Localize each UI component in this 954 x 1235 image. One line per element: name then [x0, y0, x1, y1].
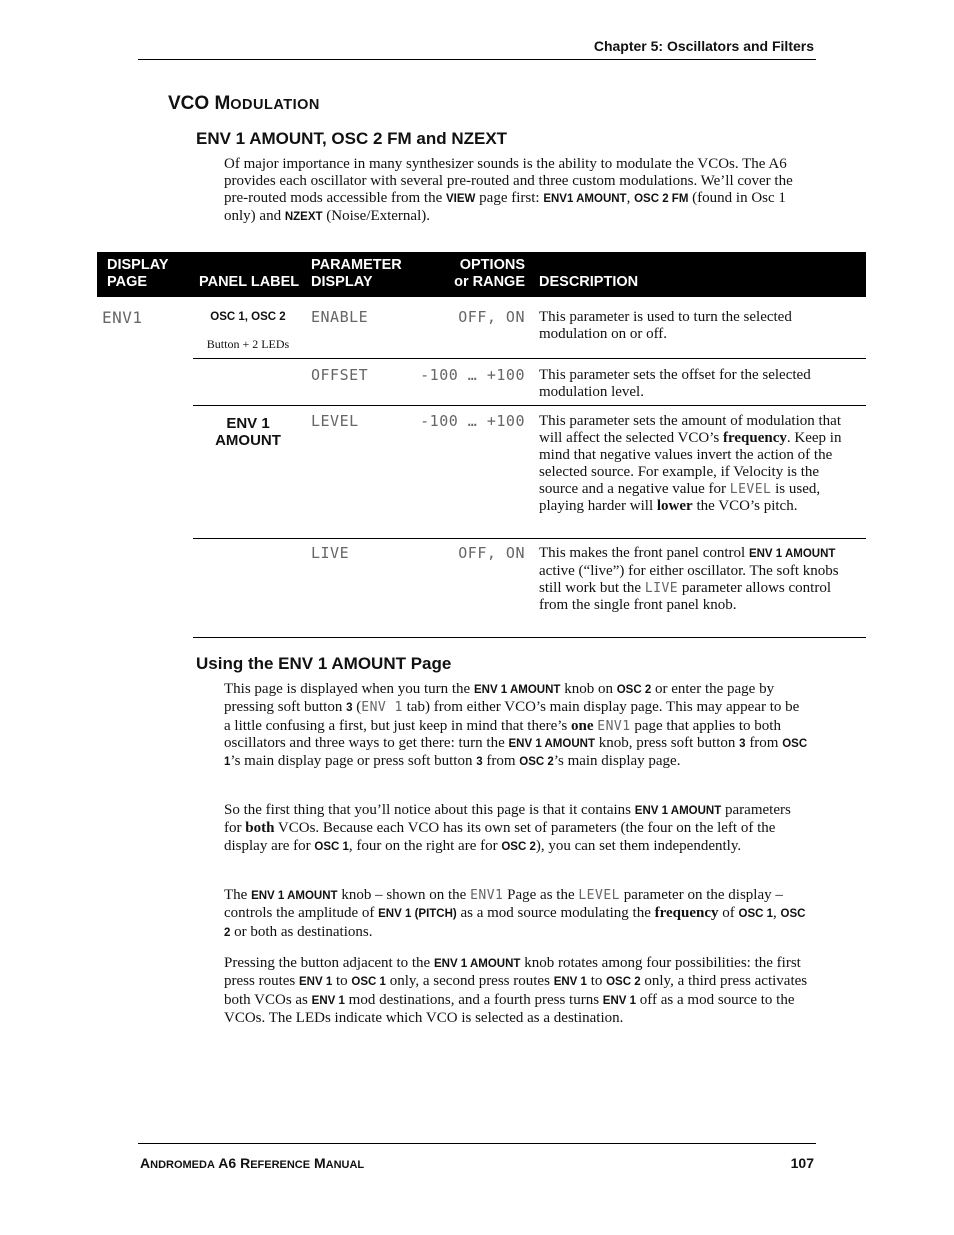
key-label: ENV1 AMOUNT [543, 193, 627, 205]
text: ’s main display page or press soft button [230, 753, 477, 770]
table-header [97, 252, 866, 297]
text: Of major importance in many synthesizer sounds is the ability to modulate the VCOs. The A6 provides each oscillator with several pre-routed and three custom modulations. We’ll cover the pre-routed mods accessible from the [224, 156, 793, 206]
key-label: OSC 1 [224, 737, 808, 769]
paragraph-2 [224, 802, 809, 856]
footer-manual-title [140, 1155, 364, 1171]
emphasis: frequency [654, 905, 719, 922]
table-row [97, 359, 866, 406]
text: page that applies to both oscillators and three ways to get there: turn the [224, 717, 781, 751]
parameter-display: ENABLE [311, 308, 369, 326]
subsection-title: ENV 1 AMOUNT, OSC 2 FM and NZEXT [196, 129, 508, 148]
key-label: OSC 2 [606, 976, 641, 989]
emphasis: both [245, 820, 275, 837]
description [539, 413, 861, 515]
description: This parameter sets the offset for the selected modulation level. [539, 367, 811, 400]
text: , [626, 190, 635, 206]
options-range: OFF, ON [458, 544, 525, 562]
text: , four on the right are for [348, 837, 502, 854]
key-label: NZEXT [284, 211, 323, 223]
description [539, 545, 861, 614]
text: (Noise/External). [322, 208, 430, 224]
options-range: OFF, ON [458, 308, 525, 326]
lcd-text: LIVE [644, 581, 679, 596]
header-text: OPTIONS [459, 257, 525, 273]
text: Pressing the button adjacent to the [224, 955, 434, 971]
parameter-display: LIVE [311, 544, 350, 562]
page-number: 107 [790, 1155, 814, 1171]
text: of [718, 905, 739, 922]
section-title [168, 93, 320, 115]
parameter-display: LEVEL [311, 412, 359, 430]
intro-paragraph [224, 156, 804, 226]
table-row [97, 539, 866, 638]
text: the VCO’s pitch. [692, 498, 798, 514]
options-range: -100 … +100 [420, 366, 525, 384]
key-label: 3 [476, 756, 483, 769]
text: . Keep in mind that negative values invert the action of the selected source. For example, if Velocity is the source and a negative value for [539, 430, 842, 497]
panel-label: ENV 1 AMOUNT [215, 415, 281, 449]
text: ’s main display page. [553, 753, 681, 770]
text: VCOs. Because each VCO has its own set of parameters (the four on the left of the display are for [224, 820, 776, 854]
text: The [224, 887, 252, 903]
text: Page as the [503, 887, 579, 903]
emphasis: lower [656, 498, 693, 514]
key-label: 3 [739, 737, 746, 750]
key-label: VIEW [446, 193, 476, 205]
text: page first: [475, 190, 544, 206]
text: This page is displayed when you turn the [224, 681, 474, 697]
panel-label: OSC 1, OSC 2 [210, 311, 286, 323]
text: mod destinations, and a fourth press turns [344, 991, 603, 1008]
text: knob, press soft button [594, 734, 740, 751]
text: as a mod source modulating the [456, 905, 655, 922]
key-label: OSC 1 [351, 976, 386, 989]
lcd-text: ENV1 [597, 718, 631, 734]
text: EFERENCE [250, 1159, 311, 1171]
paragraph-4 [224, 955, 809, 1027]
text: knob on [560, 681, 617, 697]
text: So the first thing that you’ll notice about this page is that it contains [224, 802, 635, 818]
key-label: 3 [346, 702, 353, 715]
section-title-small: ODULATION [230, 97, 320, 113]
options-range: -100 … +100 [420, 412, 525, 430]
text: off as a mod source to the VCOs. The LEDs indicate which VCO is selected as a destination. [224, 991, 795, 1026]
key-label: ENV 1 AMOUNT [251, 890, 338, 902]
lcd-text: LEVEL [729, 482, 772, 497]
text: knob – shown on the [337, 887, 471, 903]
paragraph-1 [224, 681, 809, 771]
text: is used, playing harder will [539, 481, 821, 514]
text: or enter the page by pressing soft button [224, 681, 775, 716]
text: only, a third press activates both VCOs as [224, 973, 808, 1008]
header-text: or RANGE [454, 274, 525, 290]
key-label: ENV 1 AMOUNT [634, 805, 722, 817]
text: , [773, 905, 781, 922]
text: from [482, 753, 520, 770]
header-text: DISPLAY [107, 257, 169, 273]
key-label: OSC 2 FM [634, 193, 689, 205]
key-label: OSC 2 [616, 684, 652, 696]
header-display-page [107, 257, 187, 291]
key-label: ENV 1 AMOUNT [433, 958, 521, 970]
text: parameter allows control from the single front panel knob. [539, 580, 831, 613]
text: NDROMEDA [150, 1159, 215, 1171]
table-row [97, 406, 866, 539]
text: (found in Osc 1 only) and [224, 190, 786, 224]
key-label: OSC 2 [224, 908, 806, 939]
key-label: ENV 1 AMOUNT [748, 548, 836, 560]
header-text: PAGE [107, 274, 148, 290]
header-parameter [311, 257, 402, 291]
emphasis: one [571, 717, 594, 734]
lcd-text: ENV 1 [361, 700, 403, 716]
key-label: ENV 1 [299, 976, 333, 989]
key-label: ENV 1 [311, 994, 345, 1007]
key-label: ENV 1 AMOUNT [508, 737, 595, 750]
description: This parameter is used to turn the selected modulation on or off. [539, 309, 792, 342]
section-title-big: VCO M [168, 93, 231, 114]
text: This parameter sets the amount of modulation that will affect the selected VCO’s [539, 413, 842, 446]
text: ), you can set them independently. [535, 837, 742, 854]
text: parameter on the display – controls the amplitude of [224, 887, 783, 922]
parameter-display: OFFSET [311, 366, 369, 384]
text: to [586, 973, 607, 990]
key-label: OSC 2 [501, 840, 536, 853]
text: only, a second press routes [385, 973, 554, 990]
text: tab) from either VCO’s main display page. This may appear to be a little confusing a first, but just keep in mind that there’s [224, 699, 800, 734]
text: ANUAL [325, 1159, 365, 1171]
text: A [140, 1155, 151, 1171]
header-panel-label: PANEL LABEL [199, 274, 300, 290]
key-label: ENV 1 AMOUNT [473, 684, 561, 696]
panel-label-cell [193, 309, 303, 353]
text: This makes the front panel control [539, 545, 749, 561]
text: parameters for [224, 802, 791, 837]
key-label: ENV 1 [602, 994, 637, 1007]
key-label: OSC 2 [519, 756, 554, 769]
footer-rule [138, 1143, 816, 1144]
subsection-title-2: Using the ENV 1 AMOUNT Page [196, 654, 452, 673]
display-page-value: ENV1 [102, 308, 143, 327]
text: ( [352, 699, 362, 716]
text: active (“live”) for either oscillator. The soft knobs still work but the [539, 563, 839, 596]
lcd-text: ENV1 [470, 888, 504, 903]
emphasis: frequency [722, 430, 787, 446]
text: A6 R [214, 1155, 251, 1171]
lcd-text: LEVEL [578, 888, 620, 903]
text: M [310, 1155, 326, 1171]
parameter-table [97, 252, 866, 638]
header-options [437, 257, 525, 291]
table-row [97, 297, 866, 359]
key-label: ENV 1 (PITCH) [378, 908, 457, 921]
key-label: OSC 1 [314, 840, 349, 853]
header-text: PARAMETER [311, 257, 402, 273]
row-divider [193, 637, 866, 638]
header-text: DISPLAY [311, 274, 373, 290]
text: knob rotates among four possibilities: the first press routes [224, 955, 801, 990]
header-rule [138, 59, 816, 60]
panel-label-sub: Button + 2 LEDs [206, 337, 290, 351]
text: to [332, 973, 352, 990]
header-description: DESCRIPTION [539, 274, 639, 290]
paragraph-3 [224, 887, 809, 942]
text: from [745, 734, 783, 751]
key-label: ENV 1 [553, 976, 587, 989]
text: or both as destinations. [230, 923, 373, 940]
key-label: OSC 1 [738, 908, 774, 921]
running-header: Chapter 5: Oscillators and Filters [593, 38, 814, 54]
